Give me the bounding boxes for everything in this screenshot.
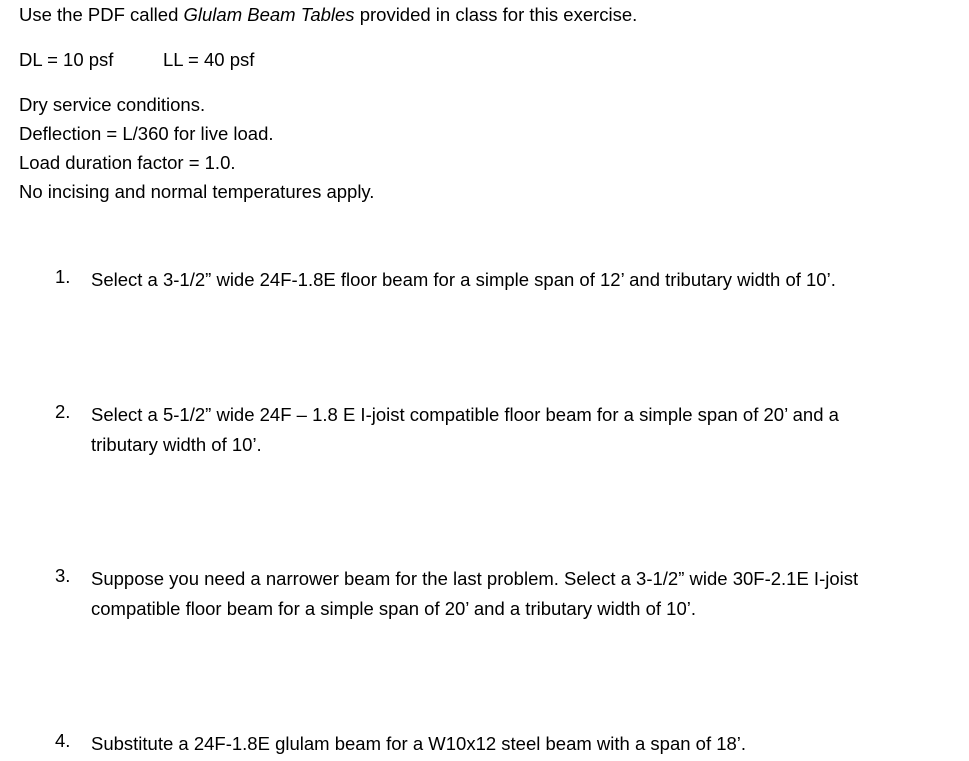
problem-number: 1. [55,266,71,287]
problem-line: Select a 3-1/2” wide 24F-1.8E floor beam for a simple span of 12’ and tributary width of 10’. [91,269,836,290]
problem-number: 4. [55,730,71,751]
intro-title: Glulam Beam Tables [183,4,355,25]
intro-prefix: Use the PDF called [19,4,184,25]
problem-2 [55,400,955,459]
problem-4 [55,729,955,759]
loads-line [19,48,254,71]
intro-line [19,3,637,26]
problem-text [91,265,955,295]
condition-item: Load duration factor = 1.0. [19,152,236,173]
dead-load: DL = 10 psf [19,49,114,70]
problem-3 [55,564,955,623]
intro-suffix: provided in class for this exercise. [354,4,638,25]
condition-item: Deflection = L/360 for live load. [19,123,274,144]
problem-line: compatible floor beam for a simple span of 20’ and a tributary width of 10’. [91,597,696,619]
problem-number: 2. [55,401,71,422]
problem-text [91,400,955,459]
problem-line: Suppose you need a narrower beam for the last problem. Select a 3-1/2” wide 30F-2.1E I-joist [91,568,859,589]
live-load: LL = 40 psf [163,49,255,70]
problem-line: Select a 5-1/2” wide 24F – 1.8 E I-joist compatible floor beam for a simple span of 20’ and a [91,404,839,425]
problem-text [91,564,955,623]
problem-text [91,729,955,759]
condition-item: Dry service conditions. [19,94,206,115]
conditions-list [19,93,374,209]
condition-item: No incising and normal temperatures apply. [19,181,375,202]
problem-1 [55,265,955,295]
problem-number: 3. [55,565,71,586]
problem-line: tributary width of 10’. [91,433,262,455]
problem-line: Substitute a 24F-1.8E glulam beam for a W10x12 steel beam with a span of 18’. [91,733,747,754]
